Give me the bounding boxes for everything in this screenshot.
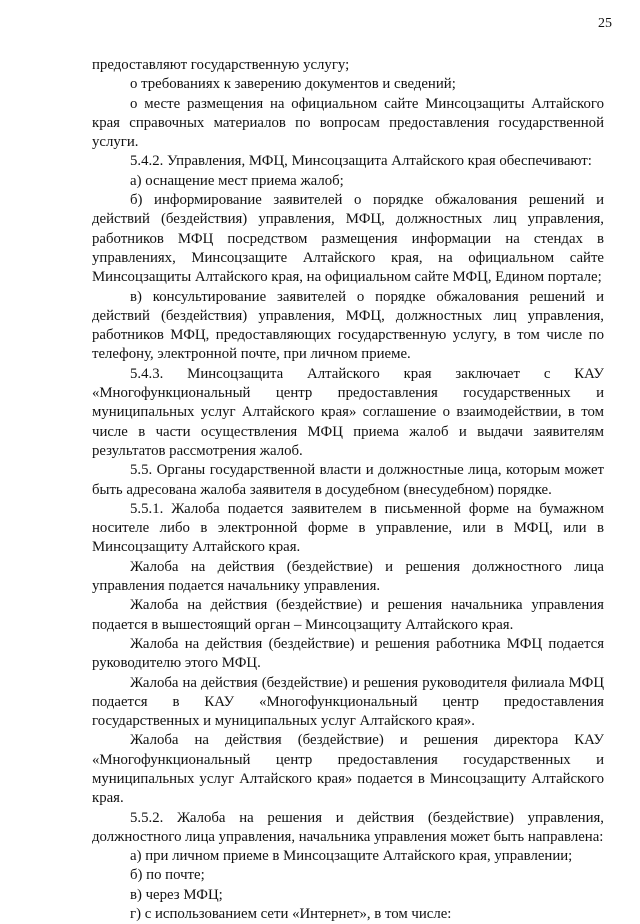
paragraph: Жалоба на действия (бездействие) и решения работника МФЦ подается руководителю этого МФЦ. [92, 635, 604, 672]
paragraph: а) оснащение мест приема жалоб; [130, 172, 344, 189]
paragraph: г) с использованием сети «Интернет», в том числе: [130, 906, 452, 923]
paragraph: предоставляют государственную услугу; [92, 57, 350, 73]
paragraph: о месте размещения на официальном сайте Минсоцзащиты Алтайского края справочных материалов по вопросам предоставления государственной услуги. [92, 95, 604, 151]
paragraph: б) информирование заявителей о порядке обжалования решений и действий (бездействия) управления, МФЦ, должностных лиц управления, работников МФЦ посредством размещения информации на стендах в управлениях, Минсоцзащите Алтайского края, на официальном сайте Минсоцзащиты Алтайского края, на официальном сайте МФЦ, Едином портале; [92, 192, 604, 286]
paragraph: в) консультирование заявителей о порядке обжалования решений и действий (бездействия) управления, МФЦ, должностных лиц управления, работников МФЦ, предоставляющих государственную услугу, в том числе по телефону, электронной почте, при личном приеме. [92, 288, 604, 363]
paragraph: Жалоба на действия (бездействие) и решения директора КАУ «Многофункциональный центр предоставления государственных и муниципальных услуг Алтайского края» подается в Минсоцзащиту Алтайского края. [92, 732, 604, 807]
paragraph: 5.4.2. Управления, МФЦ, Минсоцзащита Алтайского края обеспечивают: [130, 153, 592, 170]
paragraph: Жалоба на действия (бездействие) и решения должностного лица управления подается начальнику управления. [92, 558, 604, 595]
paragraph: о требованиях к заверению документов и сведений; [130, 76, 456, 93]
paragraph: 5.5. Органы государственной власти и должностные лица, которым может быть адресована жалоба заявителя в досудебном (внесудебном) порядке. [92, 462, 604, 498]
paragraph: а) при личном приеме в Минсоцзащите Алтайского края, управлении; [130, 848, 573, 865]
page-number: 25 [598, 16, 612, 31]
document-body [92, 56, 604, 924]
paragraph: Жалоба на действия (бездействие) и решения руководителя филиала МФЦ подается в КАУ «Многофункциональный центр предоставления государственных и муниципальных услуг Алтайского края». [92, 674, 604, 730]
paragraph: 5.5.1. Жалоба подается заявителем в письменной форме на бумажном носителе либо в электронной форме в управление, или в МФЦ, или в Минсоцзащиту Алтайского края. [92, 500, 604, 556]
paragraph: 5.5.2. Жалоба на решения и действия (бездействие) управления, должностного лица управления, начальника управления может быть направлена: [92, 809, 604, 845]
paragraph: 5.4.3. Минсоцзащита Алтайского края заключает с КАУ «Многофункциональный центр предоставления государственных и муниципальных услуг Алтайского края» соглашение о взаимодействии, в том числе в части осуществления МФЦ приема жалоб и выдачи заявителям результатов рассмотрения жалоб. [92, 365, 604, 459]
paragraph: Жалоба на действия (бездействие) и решения начальника управления подается в вышестоящий орган – Минсоцзащиту Алтайского края. [92, 597, 604, 633]
paragraph: в) через МФЦ; [130, 886, 223, 903]
paragraph: б) по почте; [130, 867, 205, 884]
